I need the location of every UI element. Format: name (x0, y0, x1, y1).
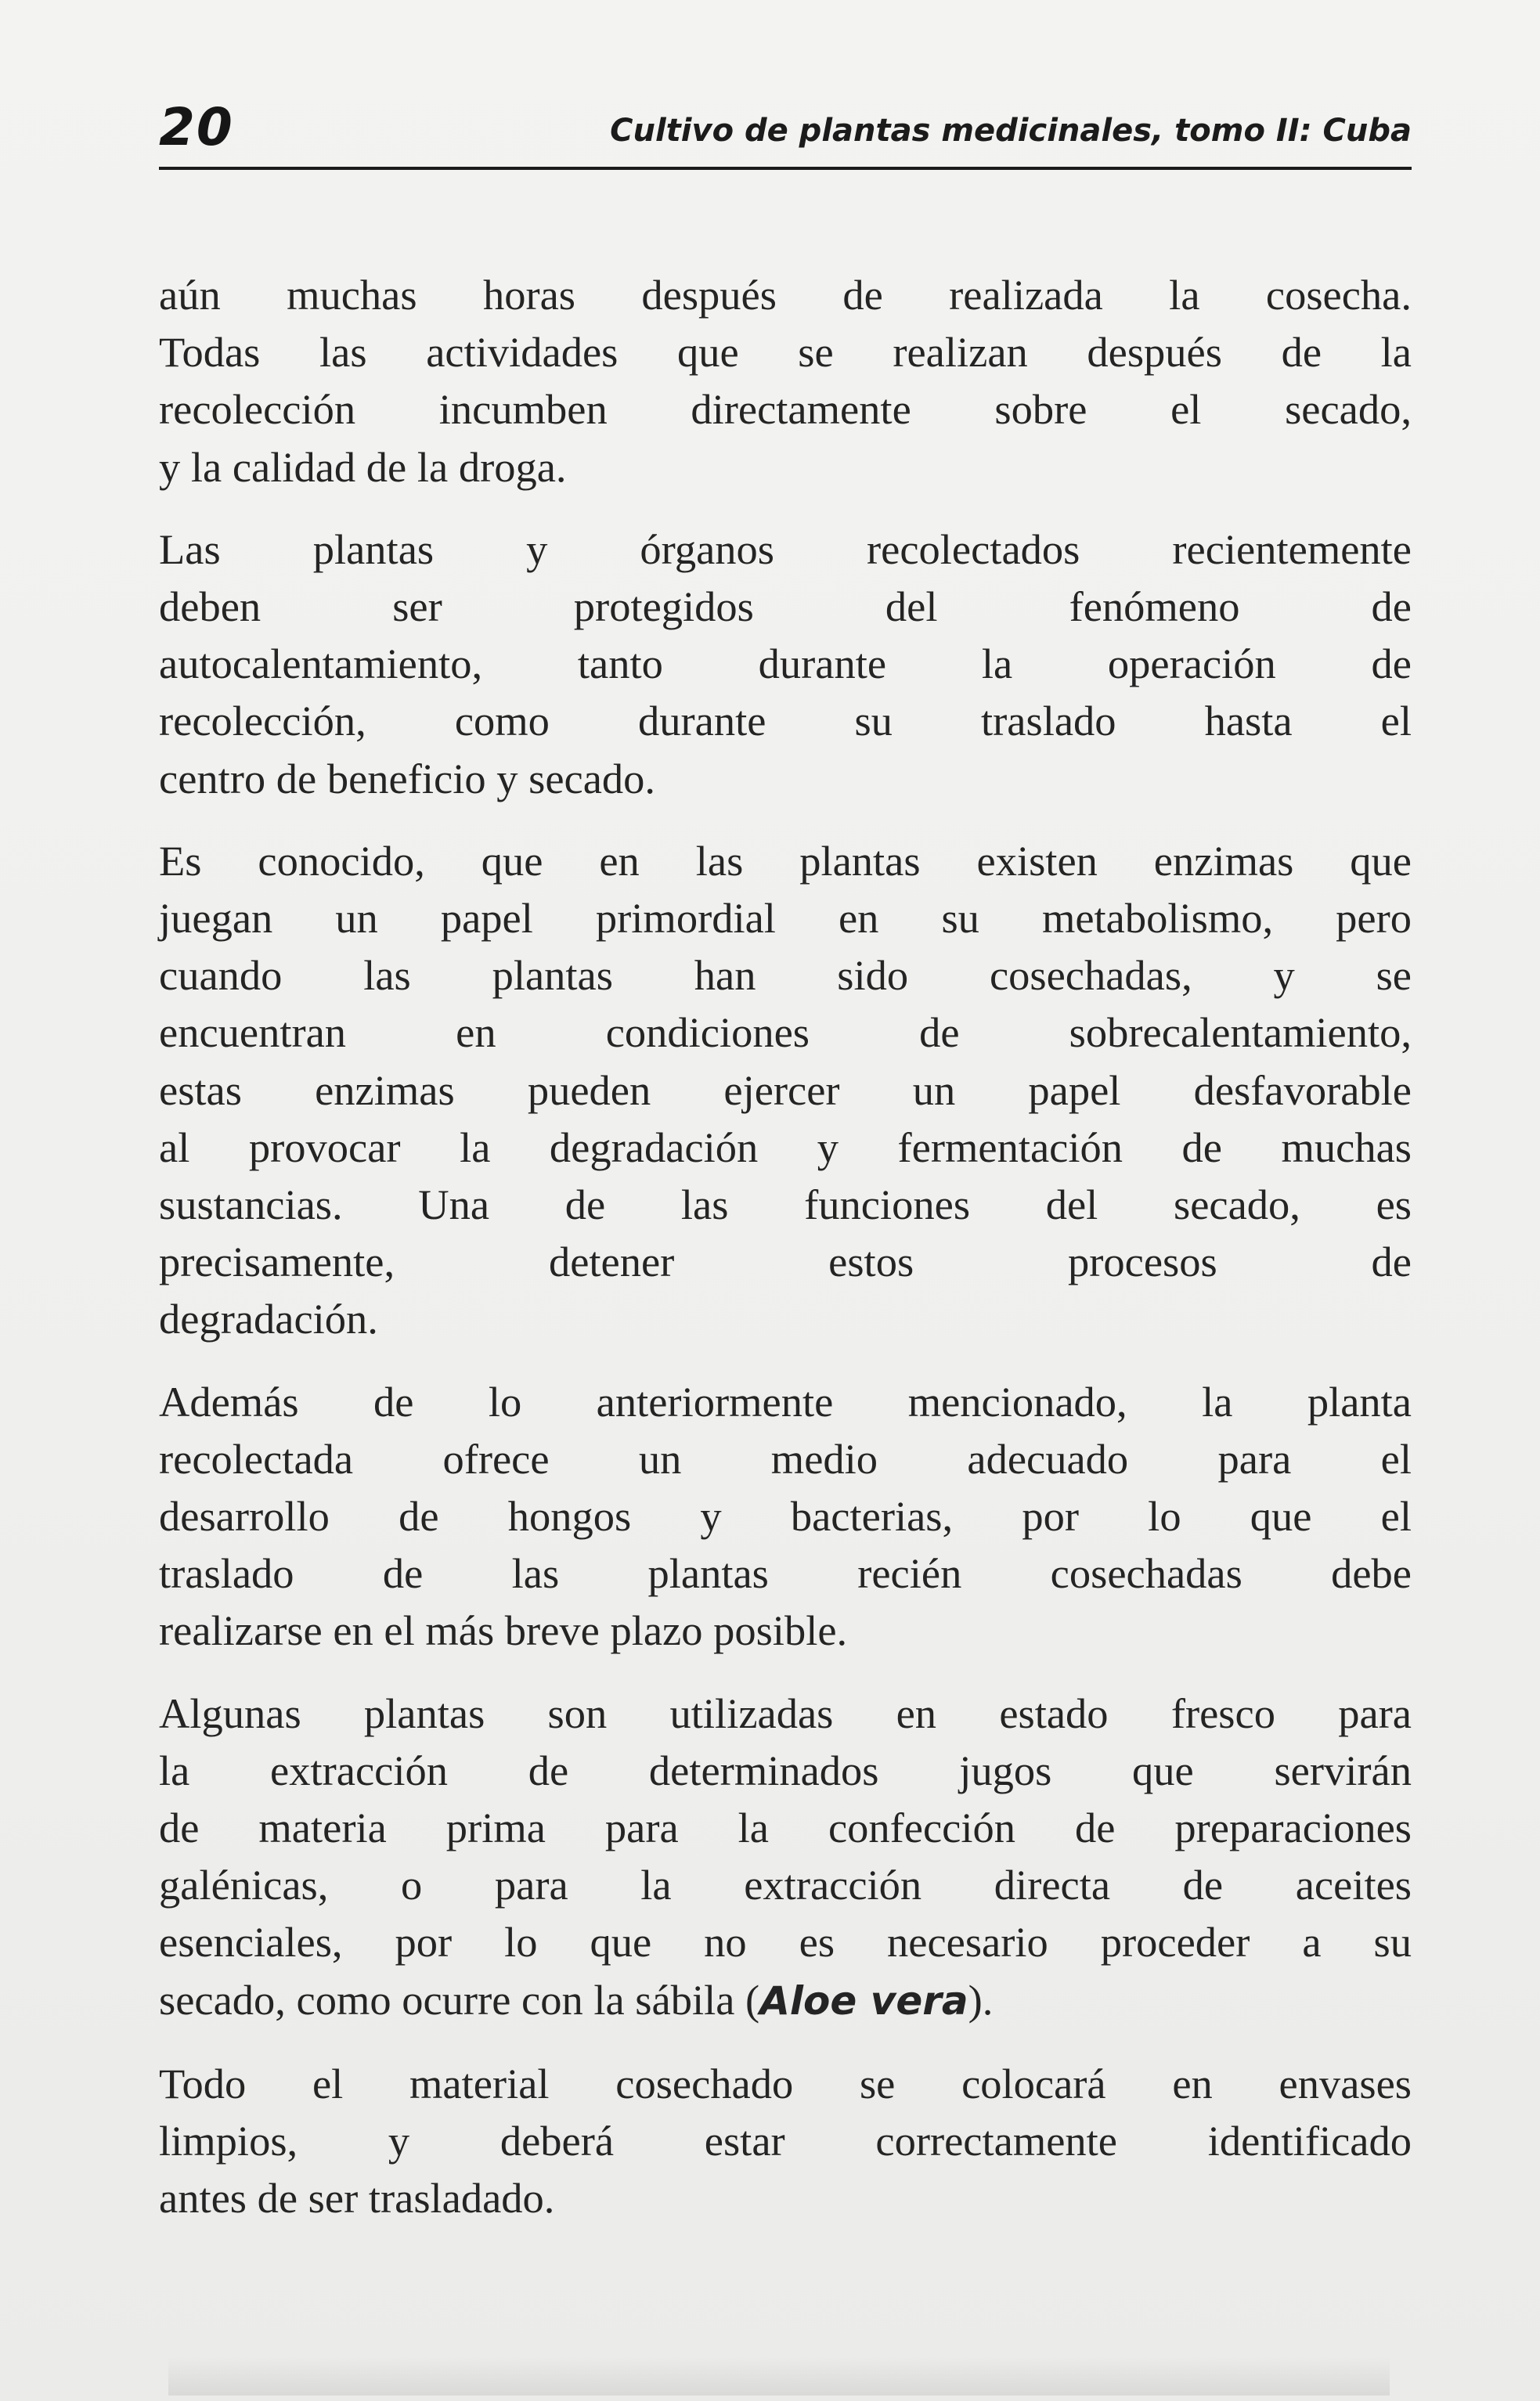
text-line: Todo el material cosechado se colocará en envases (159, 2059, 1412, 2107)
paragraph (159, 521, 1412, 807)
text-line: al provocar la degradación y fermentación de muchas (159, 1123, 1412, 1171)
text-line: aún muchas horas después de realizada la cosecha. (159, 271, 1412, 319)
body-text (159, 266, 1412, 2252)
paragraph (159, 1373, 1412, 1660)
text-line: Es conocido, que en las plantas existen enzimas que (159, 836, 1412, 885)
text-line: la extracción de determinados jugos que servirán (159, 1746, 1412, 1794)
text-fragment: ). (968, 1975, 994, 2024)
text-line: autocalentamiento, tanto durante la operación de (159, 640, 1412, 688)
paragraph (159, 2055, 1412, 2227)
text-line: Además de lo anteriormente mencionado, la planta (159, 1377, 1412, 1426)
text-line: esenciales, por lo que no es necesario proceder a su (159, 1918, 1412, 1967)
running-head: Cultivo de plantas medicinales, tomo II: Cuba (610, 113, 1412, 149)
text-line: sustancias. Una de las funciones del secado, es (159, 1181, 1412, 1229)
text-line: Todas las actividades que se realizan después de la (159, 328, 1412, 377)
text-line: recolección incumben directamente sobre el secado, (159, 385, 1412, 434)
text-line: antes de ser trasladado. (159, 2174, 555, 2223)
page-header (159, 92, 1412, 170)
text-line: recolectada ofrece un medio adecuado para el (159, 1434, 1412, 1483)
text-line: precisamente, detener estos procesos de (159, 1238, 1412, 1286)
text-line: degradación. (159, 1295, 378, 1343)
page-number: 20 (159, 97, 234, 157)
text-line: Las plantas y órganos recolectados recientemente (159, 525, 1412, 573)
paragraph (159, 266, 1412, 496)
text-line: recolección, como durante su traslado hasta el (159, 697, 1412, 745)
text-line: encuentran en condiciones de sobrecalentamiento, (159, 1008, 1412, 1057)
paragraph (159, 832, 1412, 1348)
show-through-shadow (168, 2356, 1390, 2396)
text-line: juegan un papel primordial en su metabolismo, pero (159, 894, 1412, 943)
text-line: galénicas, o para la extracción directa de aceites (159, 1861, 1412, 1909)
text-line: realizarse en el más breve plazo posible. (159, 1606, 848, 1655)
text-line: traslado de las plantas recién cosechadas debe (159, 1549, 1412, 1598)
text-line (159, 1971, 1412, 2030)
text-line: limpios, y deberá estar correctamente identificado (159, 2117, 1412, 2165)
text-line: Algunas plantas son utilizadas en estado fresco para (159, 1689, 1412, 1737)
text-line: deben ser protegidos del fenómeno de (159, 582, 1412, 631)
paragraph (159, 1685, 1412, 2030)
text-line: estas enzimas pueden ejercer un papel desfavorable (159, 1065, 1412, 1114)
text-line: centro de beneficio y secado. (159, 754, 656, 802)
text-line: de materia prima para la confección de preparaciones (159, 1804, 1412, 1852)
text-line: cuando las plantas han sido cosechadas, y se (159, 951, 1412, 1000)
text-line: y la calidad de la droga. (159, 442, 567, 491)
text-fragment: secado, como ocurre con la sábila ( (159, 1975, 760, 2024)
scientific-name: Aloe vera (759, 1977, 968, 2024)
text-line: desarrollo de hongos y bacterias, por lo que el (159, 1492, 1412, 1541)
